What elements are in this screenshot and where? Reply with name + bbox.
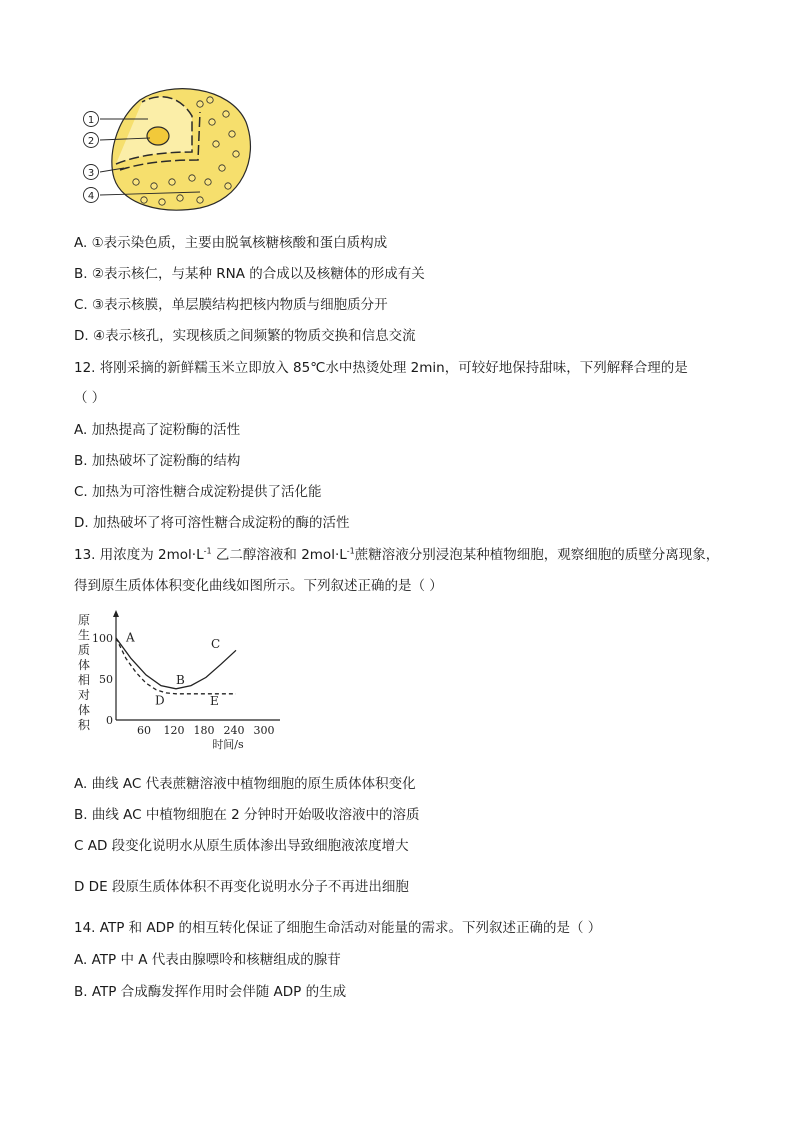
point-label-D: D (155, 693, 165, 708)
q12-option-a: A. 加热提高了淀粉酶的活性 (74, 422, 241, 438)
q13-option-c: C AD 段变化说明水从原生质体渗出导致细胞液浓度增大 (74, 838, 409, 854)
q13-option-d: D DE 段原生质体体积不再变化说明水分子不再进出细胞 (74, 879, 409, 895)
volume-chart (70, 606, 280, 756)
y-axis-label-char: 体 (78, 658, 91, 672)
q14-option-b: B. ATP 合成酶发挥作用时会伴随 ADP 的生成 (74, 984, 347, 1000)
x-tick-label: 60 (137, 724, 151, 737)
label-1: 1 (87, 115, 95, 126)
point-label-C: C (211, 636, 221, 651)
q13-stem-part3: 蔗糖溶液分别浸泡某种植物细胞，观察细胞的质壁分离现象， (354, 547, 720, 563)
label-3: 3 (87, 168, 95, 179)
q14-stem: 14. ATP 和 ADP 的相互转化保证了细胞生命活动对能量的需求。下列叙述正确的是（ ） (74, 920, 602, 936)
q12-blank: （ ） (74, 390, 106, 406)
nucleolus (147, 127, 169, 145)
q14-option-a: A. ATP 中 A 代表由腺嘌呤和核糖组成的腺苷 (74, 952, 341, 968)
q13-stem-line1 (74, 546, 719, 564)
label-4: 4 (87, 191, 95, 202)
q13-sup1: -1 (203, 546, 212, 556)
q12-option-b: B. 加热破坏了淀粉酶的结构 (74, 453, 241, 469)
point-label-B: B (176, 672, 185, 687)
q13-option-a: A. 曲线 AC 代表蔗糖溶液中植物细胞的原生质体体积变化 (74, 776, 416, 792)
x-tick-label: 240 (223, 724, 245, 737)
point-label-E: E (210, 694, 219, 709)
y-tick-label: 100 (92, 632, 113, 645)
x-tick-label: 300 (253, 724, 275, 737)
nucleus-figure (80, 82, 260, 214)
x-tick-label: 180 (193, 724, 215, 737)
x-axis-label: 时间/s (212, 738, 244, 751)
label-2: 2 (87, 136, 95, 147)
q13-option-b: B. 曲线 AC 中植物细胞在 2 分钟时开始吸收溶液中的溶质 (74, 807, 420, 823)
y-axis-label-char: 对 (78, 688, 91, 702)
q12-option-c: C. 加热为可溶性糖合成淀粉提供了活化能 (74, 484, 322, 500)
q11-option-b: B. ②表示核仁，与某种 RNA 的合成以及核糖体的形成有关 (74, 266, 425, 282)
q11-option-a: A. ①表示染色质，主要由脱氧核糖核酸和蛋白质构成 (74, 235, 388, 251)
x-tick-label: 120 (163, 724, 185, 737)
q13-stem-part1: 13. 用浓度为 2mol·L (74, 547, 204, 563)
q11-option-d: D. ④表示核孔，实现核质之间频繁的物质交换和信息交流 (74, 328, 416, 344)
y-axis-label-char: 积 (78, 718, 91, 732)
q13-stem-part2: 乙二醇溶液和 2mol·L (211, 547, 347, 563)
q13-stem-line2: 得到原生质体体积变化曲线如图所示。下列叙述正确的是（ ） (74, 578, 443, 594)
y-axis-label-char: 生 (78, 628, 91, 642)
y-axis-label-char: 相 (78, 673, 91, 687)
q12-stem: 12. 将刚采摘的新鲜糯玉米立即放入 85℃水中热烫处理 2min，可较好地保持甜味，下列解释合理的是 (74, 360, 688, 376)
nucleus-diagram (80, 82, 260, 214)
q11-option-c: C. ③表示核膜，单层膜结构把核内物质与细胞质分开 (74, 297, 388, 313)
q13-sup2: -1 (346, 546, 355, 556)
y-tick-label: 0 (106, 714, 113, 727)
volume-chart-svg (70, 606, 280, 756)
q12-option-d: D. 加热破坏了将可溶性糖合成淀粉的酶的活性 (74, 515, 350, 531)
point-label-A: A (126, 630, 135, 645)
y-axis-label-char: 体 (78, 703, 91, 717)
y-tick-label: 50 (99, 673, 113, 686)
y-axis-label-char: 原 (78, 613, 91, 627)
y-axis-arrow (113, 610, 119, 617)
y-axis-label-char: 质 (78, 643, 91, 657)
